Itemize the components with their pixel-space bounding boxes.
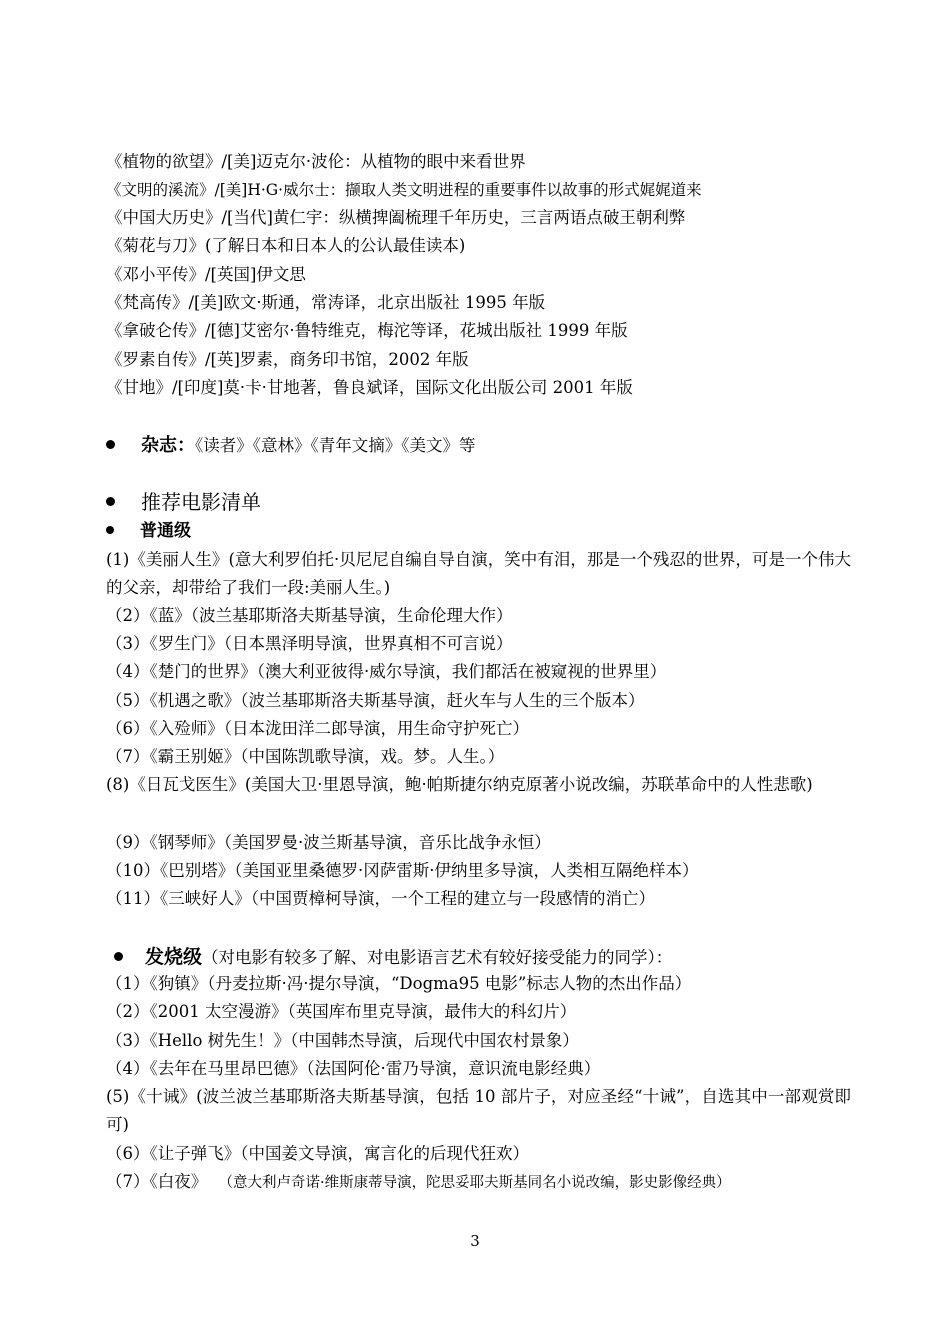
regular-heading-text: 普通级 <box>140 521 191 541</box>
bullet-icon <box>106 497 115 506</box>
book-item: 《罗素自传》/[英]罗素，商务印书馆，2002 年版 <box>106 350 469 369</box>
book-item: 《中国大历史》/[当代]黄仁宇：纵横捭阖梳理千年历史，三言两语点破王朝利弊 <box>106 208 686 227</box>
bullet-icon <box>106 526 114 534</box>
regular-heading <box>106 520 191 542</box>
magazines-label: 杂志： <box>141 435 195 456</box>
movie-item: （11）《三峡好人》（中国贾樟柯导演，一个工程的建立与一段感情的消亡） <box>106 889 655 908</box>
book-item: 《梵高传》/[美]欧文·斯通，常涛译，北京出版社 1995 年版 <box>106 293 546 312</box>
movie-item: (8)《日瓦戈医生》(美国大卫·里恩导演，鲍·帕斯捷尔纳克原著小说改编，苏联革命中的人性悲歌) <box>106 775 813 794</box>
magazines-text: 《读者》《意林》《青年文摘》《美文》等 <box>195 436 476 455</box>
movie-item: （2）《2001 太空漫游》（英国库布里克导演，最伟大的科幻片） <box>106 1002 577 1021</box>
movie-item: （6）《入殓师》（日本泷田洋二郎导演，用生命守护死亡） <box>106 719 529 738</box>
movie-item: （5）《机遇之歌》（波兰基耶斯洛夫斯基导演，赶火车与人生的三个版本） <box>106 691 645 710</box>
movie-item: （3）《罗生门》（日本黑泽明导演，世界真相不可言说） <box>106 634 513 653</box>
fever-heading <box>114 945 672 970</box>
book-item: 《菊花与刀》(了解日本和日本人的公认最佳读本) <box>106 236 466 255</box>
bullet-icon <box>114 952 123 961</box>
fever-note: （对电影有较多了解、对电影语言艺术有较好接受能力的同学）： <box>202 948 673 967</box>
movie-item: （6）《让子弹飞》（中国姜文导演，寓言化的后现代狂欢） <box>106 1144 529 1163</box>
book-item: 《拿破仑传》/[德]艾密尔·鲁特维克，梅沱等译，花城出版社 1999 年版 <box>106 321 628 340</box>
page-number: 3 <box>470 1232 480 1250</box>
book-item: 《文明的溪流》/[美]H·G·威尔士：撷取人类文明进程的重要事件以故事的形式娓娓道来 <box>106 181 702 199</box>
movies-heading-text: 推荐电影清单 <box>141 490 261 514</box>
fever-heading-text: 发烧级 <box>145 946 203 968</box>
movie-item: （3）《Hello 树先生！》（中国韩杰导演，后现代中国农村景象） <box>106 1031 579 1050</box>
movie-item: （2）《蓝》（波兰基耶斯洛夫斯基导演，生命伦理大作） <box>106 606 513 625</box>
movie-item: （4）《楚门的世界》（澳大利亚彼得·威尔导演，我们都活在被窥视的世界里） <box>106 662 667 681</box>
movie-item: (1)《美丽人生》(意大利罗伯托·贝尼尼自编自导自演，笑中有泪，那是一个残忍的世界，可是一个伟大的父亲，却带给了我们一段:美丽人生。) <box>106 550 851 597</box>
movie-item: （1）《狗镇》（丹麦拉斯·冯·提尔导演，“Dogma95 电影”标志人物的杰出作品） <box>106 974 692 993</box>
movie-item: （9）《钢琴师》（美国罗曼·波兰斯基导演，音乐比战争永恒） <box>106 833 551 852</box>
movie-item: （10）《巴别塔》（美国亚里桑德罗·冈萨雷斯·伊纳里多导演，人类相互隔绝样本） <box>106 861 699 880</box>
movie-note: （意大利卢奇诺·维斯康蒂导演，陀思妥耶夫斯基同名小说改编，影史影像经典） <box>218 1175 731 1191</box>
book-item: 《邓小平传》/[英国]伊文思 <box>106 265 306 284</box>
movie-item: （4）《去年在马里昂巴德》（法国阿伦·雷乃导演，意识流电影经典） <box>106 1059 601 1078</box>
bullet-icon <box>106 440 115 449</box>
movie-item <box>106 1171 731 1194</box>
movie-item: (5)《十诫》(波兰波兰基耶斯洛夫斯基导演，包括 10 部片子，对应圣经“十诫”，自选其中一部观赏即可) <box>106 1087 851 1134</box>
movie-item: （7）《霸王别姬》（中国陈凯歌导演，戏。梦。人生。） <box>106 747 505 766</box>
book-item: 《植物的欲望》/[美]迈克尔·波伦：从植物的眼中来看世界 <box>106 152 526 171</box>
magazines-line <box>106 435 476 457</box>
movie-title: （7）《白夜》 <box>106 1172 208 1191</box>
movies-heading <box>106 489 261 515</box>
book-item: 《甘地》/[印度]莫·卡·甘地著，鲁良斌译，国际文化出版公司 2001 年版 <box>106 378 633 397</box>
